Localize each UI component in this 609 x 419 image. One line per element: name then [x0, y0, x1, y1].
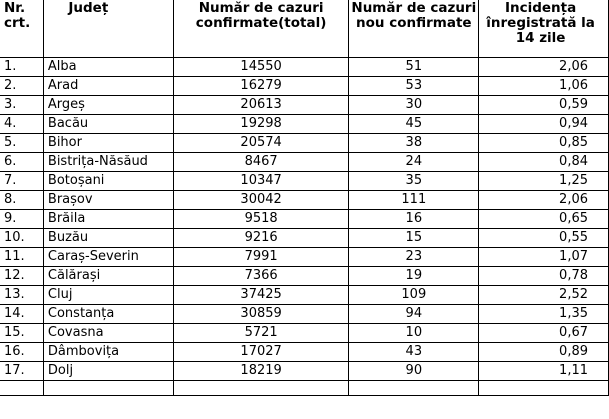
- table-row: [0, 267, 609, 286]
- cell-judet: Dolj: [43, 362, 173, 381]
- cell-nr: 16.: [0, 343, 43, 362]
- table-row: [0, 191, 609, 210]
- cell-judet: Călărași: [43, 267, 173, 286]
- cell-judet: Botoșani: [43, 172, 173, 191]
- cell-incidence: 0,78: [479, 267, 609, 286]
- cell-judet: Brăila: [43, 210, 173, 229]
- cell-nr: 17.: [0, 362, 43, 381]
- cell-new-cases: 23: [349, 248, 479, 267]
- cell-new-cases: 53: [349, 77, 479, 96]
- cell-incidence: 1,06: [479, 77, 609, 96]
- cell-nr: 9.: [0, 210, 43, 229]
- table-row-partial: [0, 381, 609, 396]
- cell-judet: Bihor: [43, 134, 173, 153]
- cell-judet: Argeș: [43, 96, 173, 115]
- table-row: [0, 343, 609, 362]
- cell-new-cases: 109: [349, 286, 479, 305]
- header-incidence: Incidența înregistrată la 14 zile: [479, 0, 609, 58]
- cell-incidence: 2,06: [479, 191, 609, 210]
- cell-judet: Bacău: [43, 115, 173, 134]
- cell-new-cases: 45: [349, 115, 479, 134]
- cell-new-cases: 16: [349, 210, 479, 229]
- header-total-cases: Număr de cazuri confirmate(total): [173, 0, 349, 58]
- cell-incidence: 2,52: [479, 286, 609, 305]
- cell-judet: Cluj: [43, 286, 173, 305]
- cell-nr: 1.: [0, 58, 43, 77]
- cell-nr: 4.: [0, 115, 43, 134]
- cell-cut-off: [173, 381, 349, 396]
- cell-judet: Dâmbovița: [43, 343, 173, 362]
- table-row: [0, 248, 609, 267]
- cell-cut-off: [43, 381, 173, 396]
- table-row: [0, 172, 609, 191]
- table-row: [0, 153, 609, 172]
- cell-new-cases: 24: [349, 153, 479, 172]
- cell-nr: 5.: [0, 134, 43, 153]
- cell-nr: 2.: [0, 77, 43, 96]
- cell-incidence: 0,65: [479, 210, 609, 229]
- cell-cut-off: [479, 381, 609, 396]
- cell-judet: Bistrița-Năsăud: [43, 153, 173, 172]
- cell-incidence: 1,07: [479, 248, 609, 267]
- cell-total-cases: 10347: [173, 172, 349, 191]
- cell-cut-off: [0, 381, 43, 396]
- cell-new-cases: 94: [349, 305, 479, 324]
- cell-new-cases: 30: [349, 96, 479, 115]
- cell-new-cases: 90: [349, 362, 479, 381]
- cell-total-cases: 37425: [173, 286, 349, 305]
- cell-total-cases: 17027: [173, 343, 349, 362]
- cell-judet: Covasna: [43, 324, 173, 343]
- cell-judet: Brașov: [43, 191, 173, 210]
- cell-new-cases: 19: [349, 267, 479, 286]
- cell-judet: Alba: [43, 58, 173, 77]
- cell-judet: Arad: [43, 77, 173, 96]
- cell-incidence: 0,67: [479, 324, 609, 343]
- cell-incidence: 0,94: [479, 115, 609, 134]
- cell-judet: Constanța: [43, 305, 173, 324]
- cell-total-cases: 8467: [173, 153, 349, 172]
- cell-incidence: 0,55: [479, 229, 609, 248]
- cell-total-cases: 9518: [173, 210, 349, 229]
- cell-total-cases: 14550: [173, 58, 349, 77]
- cell-nr: 10.: [0, 229, 43, 248]
- cell-incidence: 1,25: [479, 172, 609, 191]
- table-row: [0, 305, 609, 324]
- cell-nr: 11.: [0, 248, 43, 267]
- cell-new-cases: 35: [349, 172, 479, 191]
- table-row: [0, 324, 609, 343]
- cell-total-cases: 7366: [173, 267, 349, 286]
- cell-new-cases: 38: [349, 134, 479, 153]
- cell-total-cases: 7991: [173, 248, 349, 267]
- table-row: [0, 286, 609, 305]
- cell-nr: 6.: [0, 153, 43, 172]
- cell-new-cases: 51: [349, 58, 479, 77]
- table-row: [0, 362, 609, 381]
- cell-nr: 14.: [0, 305, 43, 324]
- cell-judet: Caraș-Severin: [43, 248, 173, 267]
- cell-incidence: 0,59: [479, 96, 609, 115]
- table-row: [0, 115, 609, 134]
- cell-total-cases: 20574: [173, 134, 349, 153]
- cell-incidence: 0,84: [479, 153, 609, 172]
- table-row: [0, 134, 609, 153]
- cell-new-cases: 43: [349, 343, 479, 362]
- cell-total-cases: 18219: [173, 362, 349, 381]
- cell-nr: 12.: [0, 267, 43, 286]
- cell-total-cases: 5721: [173, 324, 349, 343]
- cell-nr: 3.: [0, 96, 43, 115]
- cell-incidence: 0,85: [479, 134, 609, 153]
- cell-incidence: 1,11: [479, 362, 609, 381]
- table-row: [0, 77, 609, 96]
- cell-total-cases: 30042: [173, 191, 349, 210]
- cell-new-cases: 15: [349, 229, 479, 248]
- cell-new-cases: 10: [349, 324, 479, 343]
- table-header-row: [0, 0, 609, 58]
- cell-incidence: 0,89: [479, 343, 609, 362]
- cell-total-cases: 20613: [173, 96, 349, 115]
- table-row: [0, 96, 609, 115]
- table-row: [0, 58, 609, 77]
- header-new-cases: Număr de cazuri nou confirmate: [349, 0, 479, 58]
- cell-nr: 8.: [0, 191, 43, 210]
- header-judet: Județ: [43, 0, 173, 58]
- cell-total-cases: 16279: [173, 77, 349, 96]
- cell-incidence: 2,06: [479, 58, 609, 77]
- cell-incidence: 1,35: [479, 305, 609, 324]
- table-row: [0, 229, 609, 248]
- cell-total-cases: 19298: [173, 115, 349, 134]
- cell-nr: 7.: [0, 172, 43, 191]
- cell-nr: 13.: [0, 286, 43, 305]
- cell-judet: Buzău: [43, 229, 173, 248]
- cell-total-cases: 30859: [173, 305, 349, 324]
- table-body: [0, 58, 609, 396]
- cell-total-cases: 9216: [173, 229, 349, 248]
- header-nr-crt: Nr. crt.: [0, 0, 43, 58]
- table-row: [0, 210, 609, 229]
- cell-new-cases: 111: [349, 191, 479, 210]
- cell-nr: 15.: [0, 324, 43, 343]
- cell-cut-off: [349, 381, 479, 396]
